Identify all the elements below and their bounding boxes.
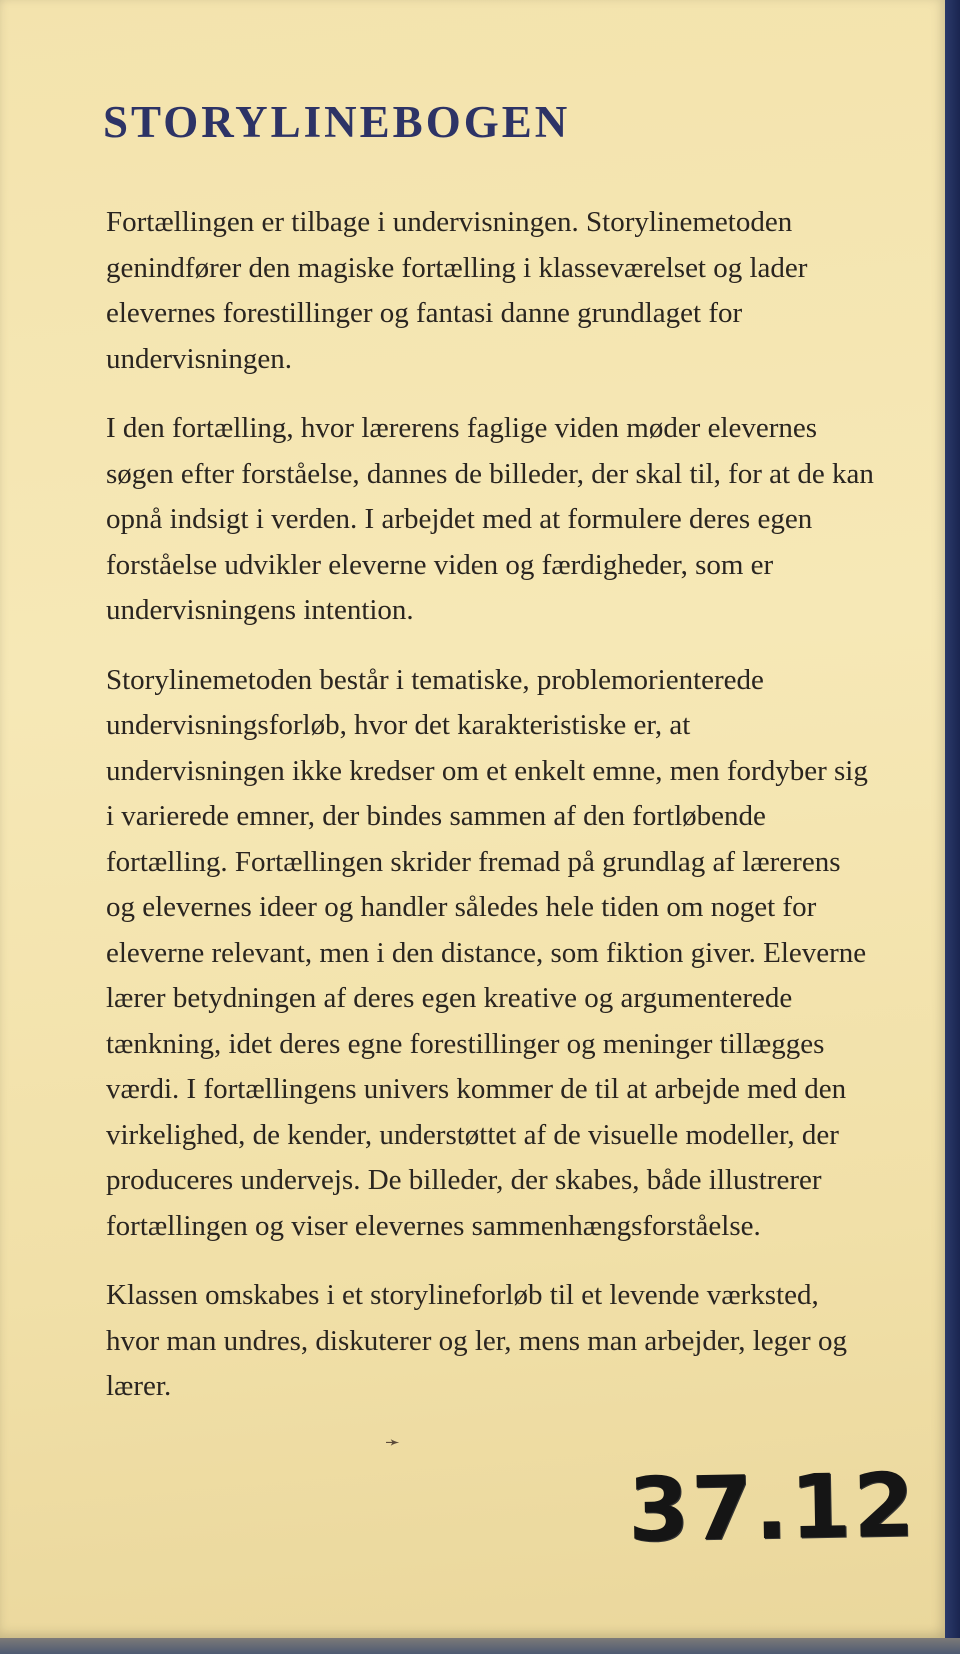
blurb-paragraph-4: Klassen omskabes i et storylineforløb til et levende værksted, hvor man undres, diskuterer og ler, mens man arbejder, leger og lærer. — [106, 1279, 847, 1402]
blurb-text — [106, 200, 876, 1434]
spine-edge — [945, 0, 960, 1654]
end-mark-icon: ➛ — [385, 1432, 401, 1453]
blurb-paragraph-2: I den fortælling, hvor lærerens faglige viden møder elevernes søgen efter forståelse, dannes de billeder, der skal til, for at de kan opnå indsigt i verden. I arbejdet med at formulere deres egen forståelse udvikler eleverne viden og færdigheder, som er undervisningens intention. — [106, 412, 874, 626]
bottom-edge — [0, 1638, 960, 1654]
handwritten-price-code: 37.12 — [627, 1453, 918, 1562]
book-title: STORYLINEBOGEN — [103, 97, 571, 147]
blurb-paragraph-3: Storylinemetoden består i tematiske, problemorienterede undervisningsforløb, hvor det karakteristiske er, at undervisningen ikke kredser om et enkelt emne, men fordyber sig i varierede emner, der bindes sammen af den fortløbende fortælling. Fortællingen skrider fremad på grundlag af lærerens og elevernes ideer og handler således hele tiden om noget for eleverne relevant, men i den distance, som fiktion giver. Eleverne lærer betydningen af deres egen kreative og argumenterede tænkning, idet deres egne forestillinger og meninger tillægges værdi. I fortællingens univers kommer de til at arbejde med den virkelighed, de kender, understøttet af de visuelle modeller, der produceres undervejs. De billeder, der skabes, både illustrerer fortællingen og viser elevernes sammenhængsforståelse. — [106, 663, 868, 1242]
blurb-paragraph-1: Fortællingen er tilbage i undervisningen. Storylinemetoden genindfører den magiske fortælling i klasseværelset og lader elevernes forestillinger og fantasi danne grundlaget for undervisningen. — [106, 206, 808, 375]
